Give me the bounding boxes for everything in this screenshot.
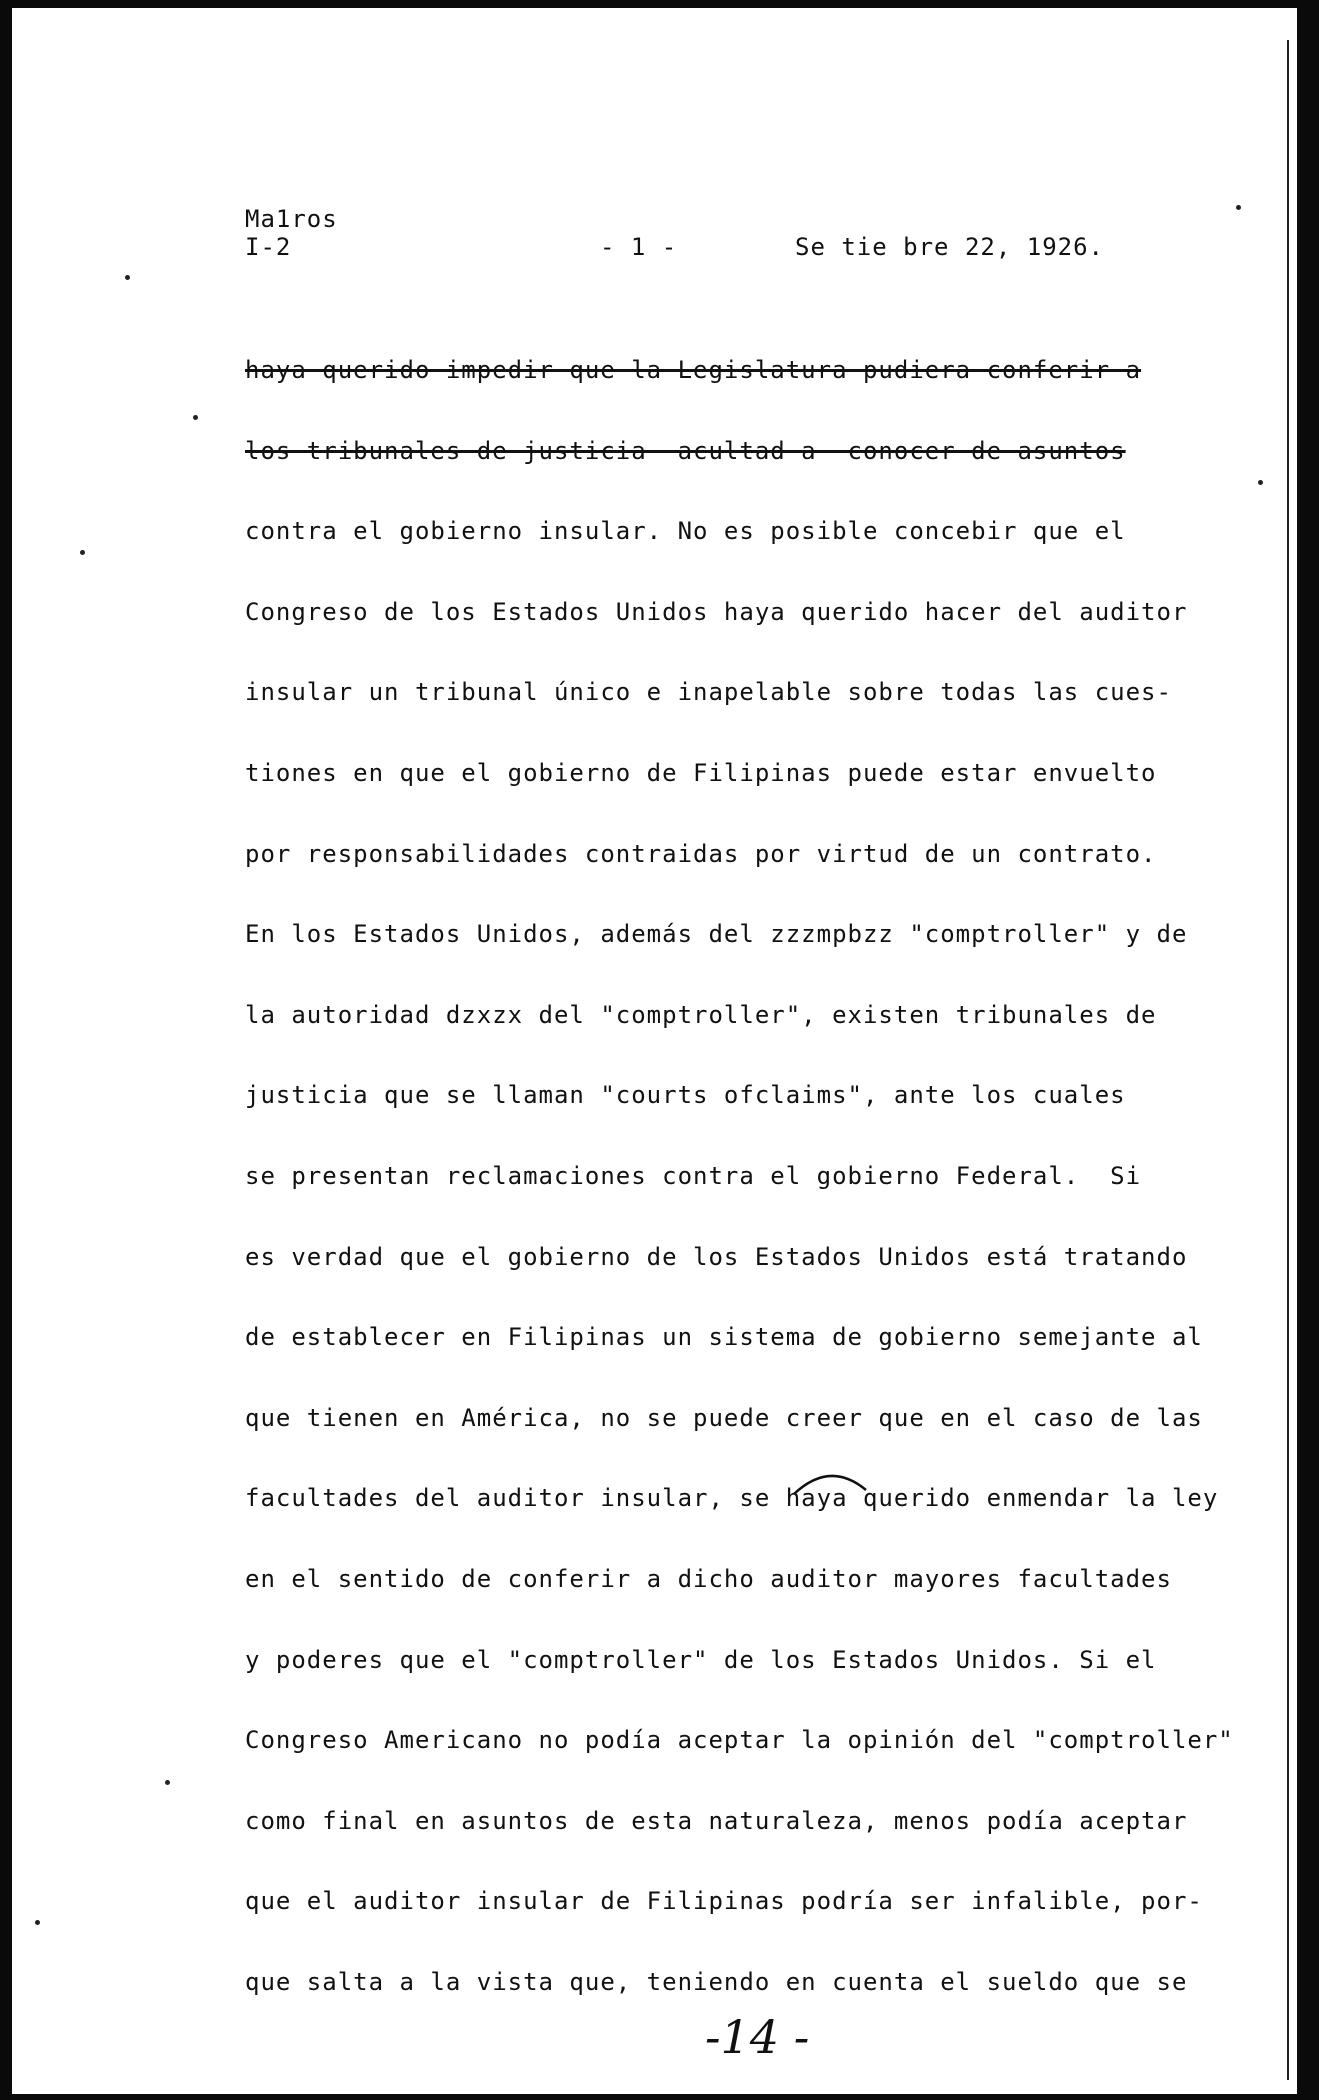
body-text — [245, 330, 1255, 2022]
header-date: Se tie bre 22, 1926. — [795, 233, 1104, 261]
scan-speck — [1258, 480, 1263, 485]
text-line: se presentan reclamaciones contra el gobierno Federal. Si — [245, 1161, 1142, 1190]
text-line: insular un tribunal único e inapelable sobre todas las cues- — [245, 678, 1172, 707]
header-name: Ma1ros — [245, 205, 338, 233]
scan-speck — [125, 275, 130, 280]
text-line: como final en asuntos de esta naturaleza, menos podía aceptar — [245, 1806, 1188, 1835]
text-line: es verdad que el gobierno de los Estados Unidos está tratando — [245, 1242, 1188, 1271]
text-line: que salta a la vista que, teniendo en cuenta el sueldo que se — [245, 1967, 1188, 1996]
text-line-struck: los tribunales de justicia acultad a conocer de asuntos — [245, 436, 1126, 465]
scan-speck — [193, 415, 198, 420]
text-line: que tienen en América, no se puede creer que en el caso de las — [245, 1403, 1203, 1432]
text-line: facultades del auditor insular, se haya querido enmendar la ley — [245, 1484, 1219, 1513]
text-line: contra el gobierno insular. No es posible concebir que el — [245, 517, 1126, 546]
header-ref: I-2 — [245, 233, 292, 261]
scan-border-left — [0, 0, 12, 2100]
handwritten-page-number: -14 - — [705, 2010, 810, 2064]
scan-speck — [80, 550, 85, 555]
text-line-struck: haya querido impedir que la Legislatura pudiera conferir a — [245, 356, 1142, 384]
header-page-marker: - 1 - — [600, 233, 678, 261]
text-line: En los Estados Unidos, además del zzzmpbzz "comptroller" y de — [245, 920, 1188, 949]
paper-edge — [1287, 40, 1289, 2080]
text-line: y poderes que el "comptroller" de los Estados Unidos. Si el — [245, 1645, 1157, 1674]
scan-border-right — [1297, 0, 1319, 2100]
text-line: tiones en que el gobierno de Filipinas puede estar envuelto — [245, 758, 1157, 787]
text-line: Congreso Americano no podía aceptar la opinión del "comptroller" — [245, 1726, 1234, 1755]
text-line: de establecer en Filipinas un sistema de gobierno semejante al — [245, 1323, 1203, 1352]
handwritten-caret-mark — [790, 1468, 870, 1498]
text-line: por responsabilidades contraidas por virtud de un contrato. — [245, 839, 1157, 868]
scan-speck — [1236, 205, 1241, 210]
scan-speck — [165, 1780, 170, 1785]
text-line: justicia que se llaman "courts ofclaims", ante los cuales — [245, 1081, 1126, 1110]
text-line: Congreso de los Estados Unidos haya querido hacer del auditor — [245, 597, 1188, 626]
text-line: que el auditor insular de Filipinas podría ser infalible, por- — [245, 1887, 1203, 1916]
scan-speck — [35, 1920, 40, 1925]
text-line: la autoridad dzxzx del "comptroller", existen tribunales de — [245, 1000, 1157, 1029]
scan-border-top — [0, 0, 1319, 8]
scan-border-bottom — [0, 2094, 1319, 2100]
text-line: en el sentido de conferir a dicho auditor mayores facultades — [245, 1564, 1172, 1593]
